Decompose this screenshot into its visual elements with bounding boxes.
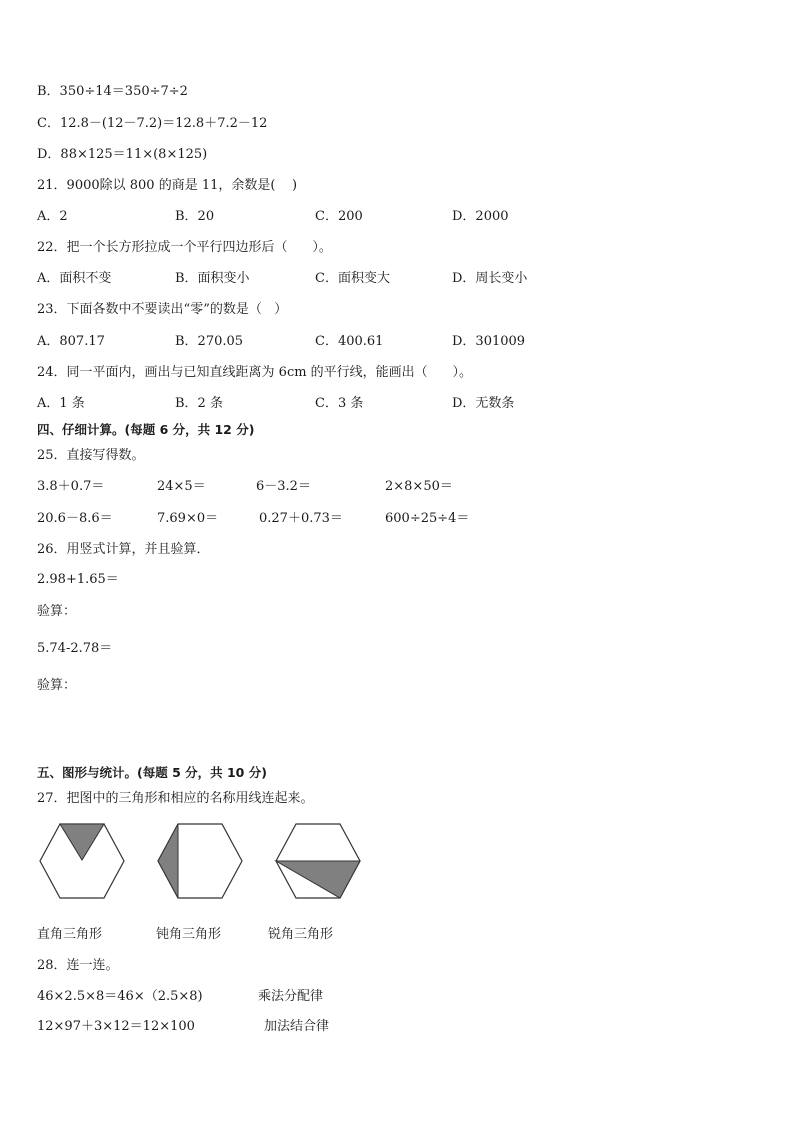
q26-expression-2: 5.74-2.78＝ (37, 641, 113, 656)
q24-option-a: A．1 条 (37, 396, 85, 411)
q25-expr: 3.8＋0.7＝ (37, 479, 105, 494)
section-5-heading: 五、图形与统计。(每题 5 分，共 10 分) (37, 765, 267, 780)
question-25: 25．直接写得数。 (37, 448, 145, 463)
q28-left-expression: 12×97＋3×12＝12×100 (37, 1019, 195, 1034)
question-23: 23．下面各数中不要读出“零”的数是（ ） (37, 302, 288, 317)
q26-check-label-1: 验算： (37, 604, 77, 619)
question-28: 28．连一连。 (37, 958, 119, 973)
q21-option-d: D．2000 (452, 209, 509, 224)
q25-expr: 600÷25÷4＝ (385, 511, 470, 526)
q24-option-c: C．3 条 (315, 396, 364, 411)
section-4-heading: 四、仔细计算。(每题 6 分，共 12 分) (37, 422, 255, 437)
q23-option-c: C．400.61 (315, 334, 384, 349)
q21-option-b: B．20 (175, 209, 215, 224)
q24-option-b: B．2 条 (175, 396, 223, 411)
hexagon-acute-triangle-figure (274, 822, 362, 900)
q25-expr: 2×8×50＝ (385, 479, 453, 494)
question-24: 24．同一平面内，画出与已知直线距离为 6cm 的平行线，能画出（ ）。 (37, 365, 472, 380)
hexagon-obtuse-triangle-figure (156, 822, 244, 900)
q22-option-c: C．面积变大 (315, 271, 390, 286)
q25-expr: 0.27＋0.73＝ (259, 511, 343, 526)
q22-option-b: B．面积变小 (175, 271, 250, 286)
q21-option-a: A．2 (37, 209, 68, 224)
option-c-line: C．12.8－(12－7.2)＝12.8＋7.2－12 (37, 116, 268, 131)
option-b-line: B．350÷14＝350÷7÷2 (37, 84, 188, 99)
q28-right-law: 加法结合律 (264, 1019, 330, 1034)
question-21: 21．9000除以 800 的商是 11，余数是( ) (37, 178, 298, 193)
q26-expression-1: 2.98+1.65＝ (37, 572, 119, 587)
q23-option-b: B．270.05 (175, 334, 244, 349)
label-acute-triangle: 锐角三角形 (268, 927, 334, 942)
hexagon-right-triangle-figure (38, 822, 126, 900)
q24-option-d: D．无数条 (452, 396, 515, 411)
label-obtuse-triangle: 钝角三角形 (156, 927, 222, 942)
q22-option-a: A．面积不变 (37, 271, 112, 286)
question-26: 26．用竖式计算，并且验算． (37, 542, 210, 557)
label-right-triangle: 直角三角形 (37, 927, 103, 942)
q25-expr: 24×5＝ (157, 479, 206, 494)
q23-option-d: D．301009 (452, 334, 526, 349)
q28-right-law: 乘法分配律 (258, 989, 324, 1004)
question-22: 22．把一个长方形拉成一个平行四边形后（ ）。 (37, 240, 332, 255)
q23-option-a: A．807.17 (37, 334, 105, 349)
q22-option-d: D．周长变小 (452, 271, 528, 286)
q28-left-expression: 46×2.5×8＝46×（2.5×8) (37, 989, 203, 1004)
q21-option-c: C．200 (315, 209, 363, 224)
option-d-line: D．88×125＝11×(8×125) (37, 147, 208, 162)
q25-expr: 6－3.2＝ (256, 479, 311, 494)
q25-expr: 20.6－8.6＝ (37, 511, 113, 526)
question-27: 27．把图中的三角形和相应的名称用线连起来。 (37, 791, 314, 806)
q25-expr: 7.69×0＝ (157, 511, 219, 526)
q26-check-label-2: 验算： (37, 678, 77, 693)
